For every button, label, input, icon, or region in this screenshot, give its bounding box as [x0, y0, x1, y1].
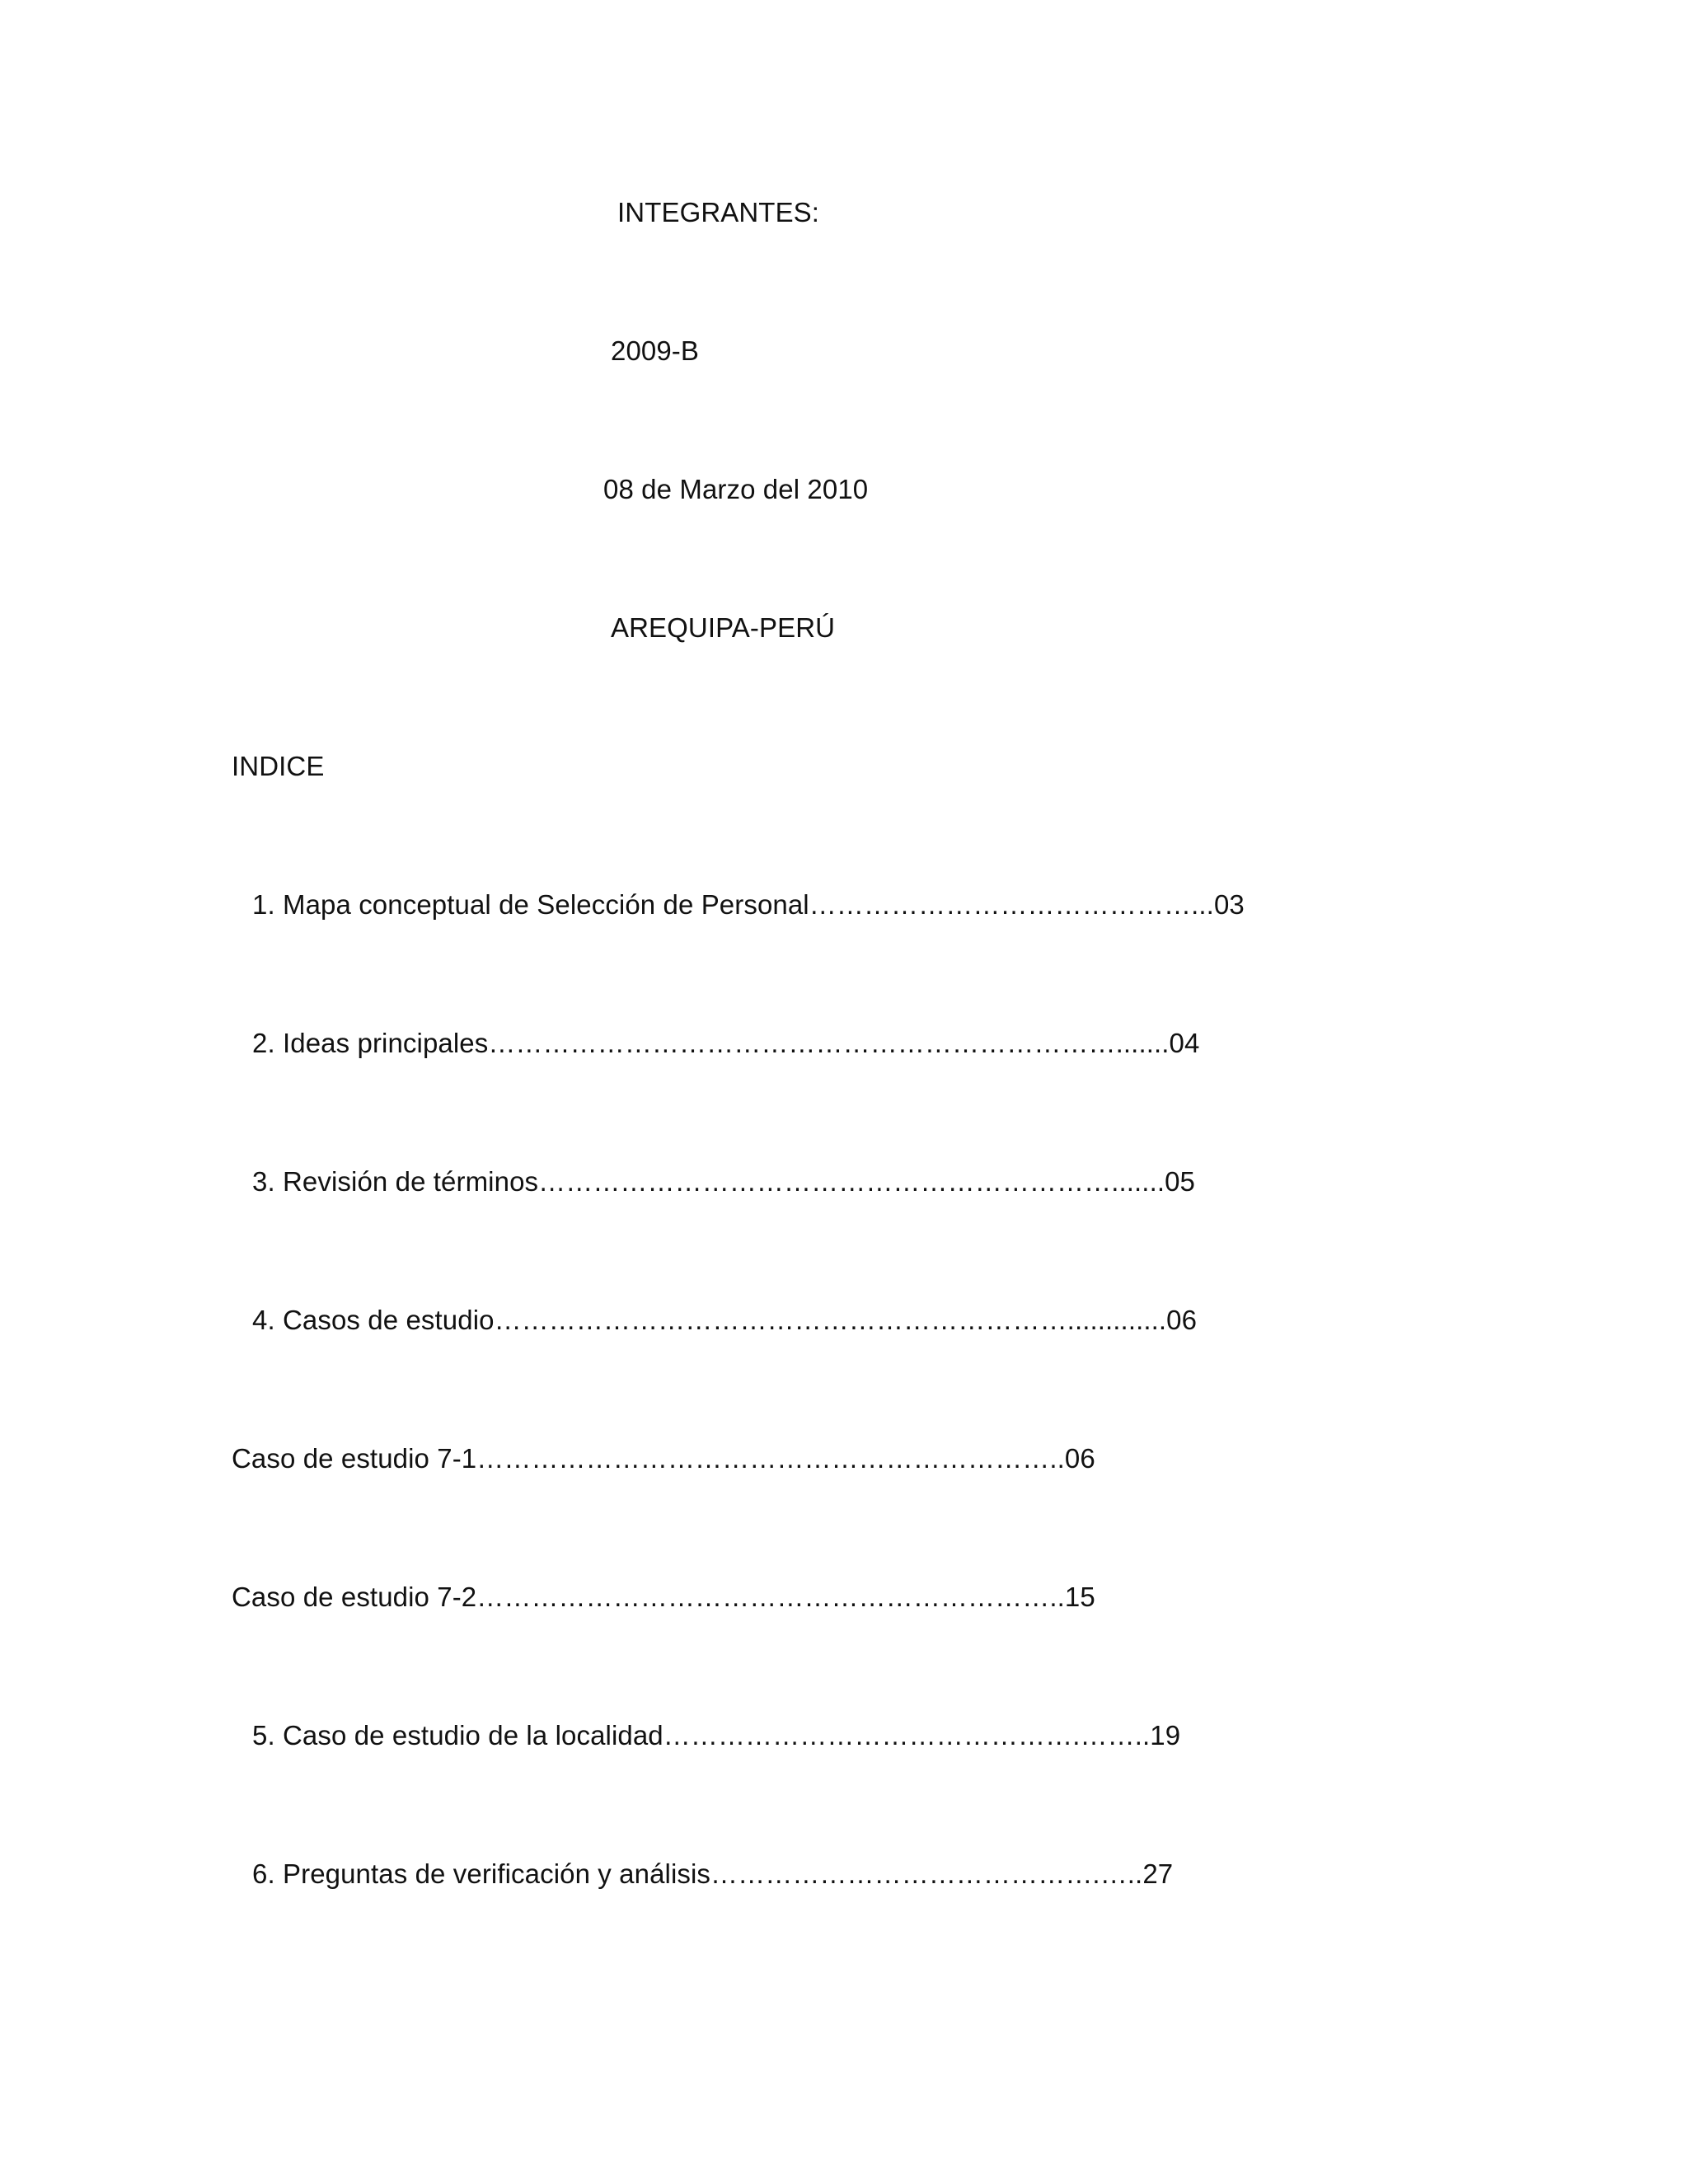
toc-entry-caso-7-2: Caso de estudio 7-2………………………………………………………..15 — [232, 1582, 1095, 1612]
toc-entry-caso-7-1: Caso de estudio 7-1………………………………………………………..06 — [232, 1443, 1095, 1474]
semester-label: 2009-B — [611, 335, 700, 366]
toc-entry-caso-localidad: 5. Caso de estudio de la localidad……………………………………….……..19 — [252, 1720, 1181, 1750]
toc-entry-mapa-conceptual: 1. Mapa conceptual de Selección de Personal……………………………………...03 — [252, 889, 1245, 920]
index-heading: INDICE — [232, 751, 325, 781]
place-label: AREQUIPA-PERÚ — [611, 612, 836, 643]
toc-entry-preguntas: 6. Preguntas de verificación y análisis…………………………………….…..27 — [252, 1858, 1174, 1889]
toc-entry-casos-estudio: 4. Casos de estudio……………………………………………………….............06 — [252, 1305, 1198, 1335]
integrantes-heading: INTEGRANTES: — [617, 197, 820, 227]
toc-entry-revision-terminos: 3. Revisión de términos……………………………………………………….......05 — [252, 1166, 1196, 1197]
toc-entry-ideas-principales: 2. Ideas principales…………………………………………………………….......04 — [252, 1028, 1200, 1058]
date-label: 08 de Marzo del 2010 — [603, 474, 869, 504]
